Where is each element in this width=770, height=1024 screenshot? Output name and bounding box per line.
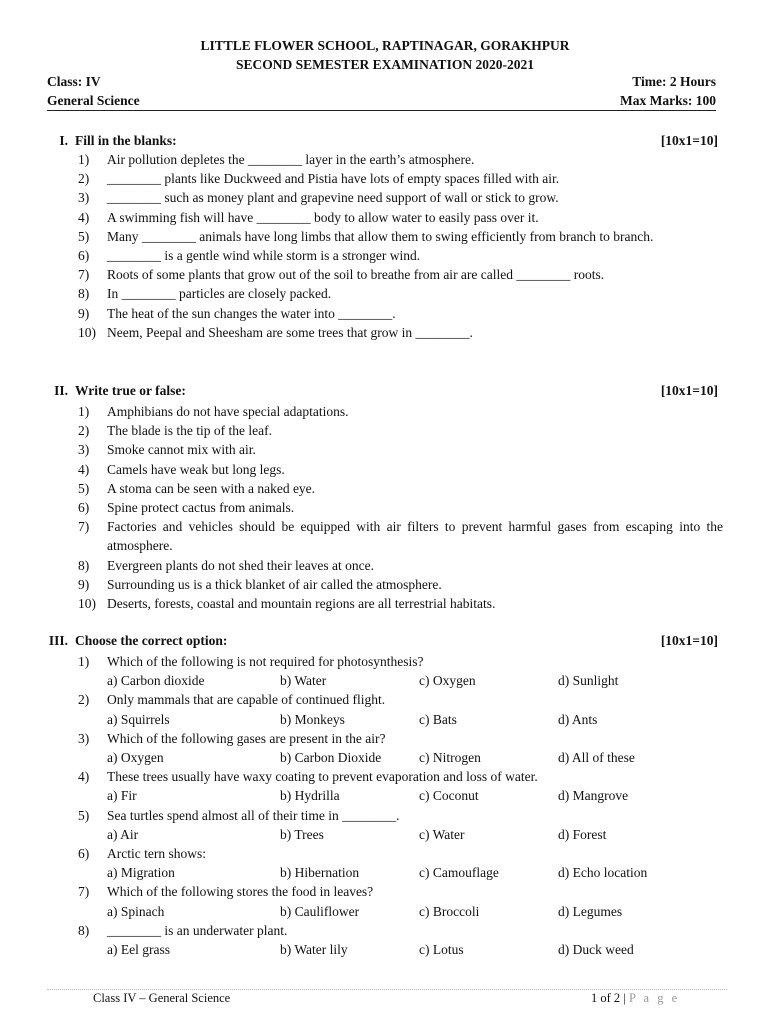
section-marks: [10x1=10] xyxy=(660,133,718,148)
section-marks: [10x1=10] xyxy=(660,633,718,648)
mcq-options: a) Migration b) Hibernation c) Camouflage d) Echo location xyxy=(107,865,648,881)
question-item: 3) Smoke cannot mix with air. xyxy=(78,442,256,458)
mcq-question: 1) Which of the following is not required for photosynthesis? xyxy=(78,654,424,669)
question-item: 10) Neem, Peepal and Sheesham are some trees that grow in ________. xyxy=(78,324,473,340)
section-1-list xyxy=(78,150,723,342)
section-title: Fill in the blanks: xyxy=(75,133,177,148)
section-title: Choose the correct option: xyxy=(75,633,228,648)
question-item: 6) ________ is a gentle wind while storm is a stronger wind. xyxy=(78,248,421,264)
question-item: 2) ________ plants like Duckweed and Pistia have lots of empty spaces filled with air. xyxy=(78,171,560,187)
question-item: 7) Roots of some plants that grow out of the soil to breathe from air are called ________ roots. xyxy=(78,267,605,283)
section-2-list xyxy=(78,402,723,613)
footer-divider xyxy=(47,989,727,990)
page-separator: | xyxy=(623,991,626,1005)
mcq-question: 2) Only mammals that are capable of continued flight. xyxy=(78,692,386,708)
mcq-options: a) Squirrels b) Monkeys c) Bats d) Ants xyxy=(107,711,598,727)
question-item: 9) The heat of the sun changes the water into ________. xyxy=(78,305,396,321)
section-marks: [10x1=10] xyxy=(660,383,718,398)
mcq-question: 4) These trees usually have waxy coating to prevent evaporation and loss of water. xyxy=(78,769,538,785)
class-label: Class: IV xyxy=(47,74,101,89)
footer-subject: Class IV – General Science xyxy=(93,991,231,1005)
mcq-question: 8) ________ is an underwater plant. xyxy=(78,922,288,938)
question-item: 8) In ________ particles are closely packed. xyxy=(78,286,332,302)
question-item: 9) Surrounding us is a thick blanket of air called the atmosphere. xyxy=(78,576,442,592)
subject-label: General Science xyxy=(47,93,140,108)
mcq-options: a) Carbon dioxide b) Water c) Oxygen d) Sunlight xyxy=(107,673,619,689)
question-item: 2) The blade is the tip of the leaf. xyxy=(78,423,272,439)
question-item: 5) Many ________ animals have long limbs that allow them to swing efficiently from branch to branch. xyxy=(78,228,654,244)
page-word: P a g e xyxy=(628,991,680,1005)
question-item: 8) Evergreen plants do not shed their leaves at once. xyxy=(78,557,375,573)
mcq-question: 3) Which of the following gases are present in the air? xyxy=(78,730,386,746)
section-number: I. xyxy=(59,133,68,148)
exam-header xyxy=(0,36,770,74)
page-number xyxy=(591,991,680,1006)
mcq-question: 6) Arctic tern shows: xyxy=(78,845,206,861)
page-count: 1 of 2 xyxy=(591,991,621,1005)
question-item: 10) Deserts, forests, coastal and mountain regions are all terrestrial habitats. xyxy=(78,596,496,612)
section-title: Write true or false: xyxy=(75,383,186,398)
section-number: II. xyxy=(54,383,68,398)
mcq-options: a) Air b) Trees c) Water d) Forest xyxy=(107,826,607,842)
mcq-question: 5) Sea turtles spend almost all of their time in ________. xyxy=(78,807,400,823)
question-item: 6) Spine protect cactus from animals. xyxy=(78,500,295,516)
mcq-options: a) Oxygen b) Carbon Dioxide c) Nitrogen d) All of these xyxy=(107,749,635,765)
exam-title: SECOND SEMESTER EXAMINATION 2020-2021 xyxy=(236,57,534,72)
question-item: 5) A stoma can be seen with a naked eye. xyxy=(78,480,316,496)
mcq-options: a) Fir b) Hydrilla c) Coconut d) Mangrove xyxy=(107,788,629,804)
mcq-options: a) Eel grass b) Water lily c) Lotus d) Duck weed xyxy=(107,941,634,957)
section-number: III. xyxy=(48,633,68,648)
time-label: Time: 2 Hours xyxy=(632,74,716,89)
question-item: 4) A swimming fish will have ________ body to allow water to easily pass over it. xyxy=(78,209,539,225)
mcq-options: a) Spinach b) Cauliflower c) Broccoli d) Legumes xyxy=(107,903,623,919)
section-3-list xyxy=(78,652,723,959)
question-item: 1) Amphibians do not have special adaptations. xyxy=(78,404,349,419)
question-item: 7) Factories and vehicles should be equipped with air filters to prevent harmful gases from escaping into the atmosphere. xyxy=(78,519,723,554)
school-name: LITTLE FLOWER SCHOOL, RAPTINAGAR, GORAKHPUR xyxy=(200,38,570,53)
question-item: 3) ________ such as money plant and grapevine need support of wall or stick to grow. xyxy=(78,190,559,206)
max-marks-label: Max Marks: 100 xyxy=(620,93,716,108)
mcq-question: 7) Which of the following stores the food in leaves? xyxy=(78,884,374,900)
question-item: 1) Air pollution depletes the ________ layer in the earth’s atmosphere. xyxy=(78,152,475,167)
header-divider xyxy=(47,110,716,111)
question-item: 4) Camels have weak but long legs. xyxy=(78,461,285,477)
